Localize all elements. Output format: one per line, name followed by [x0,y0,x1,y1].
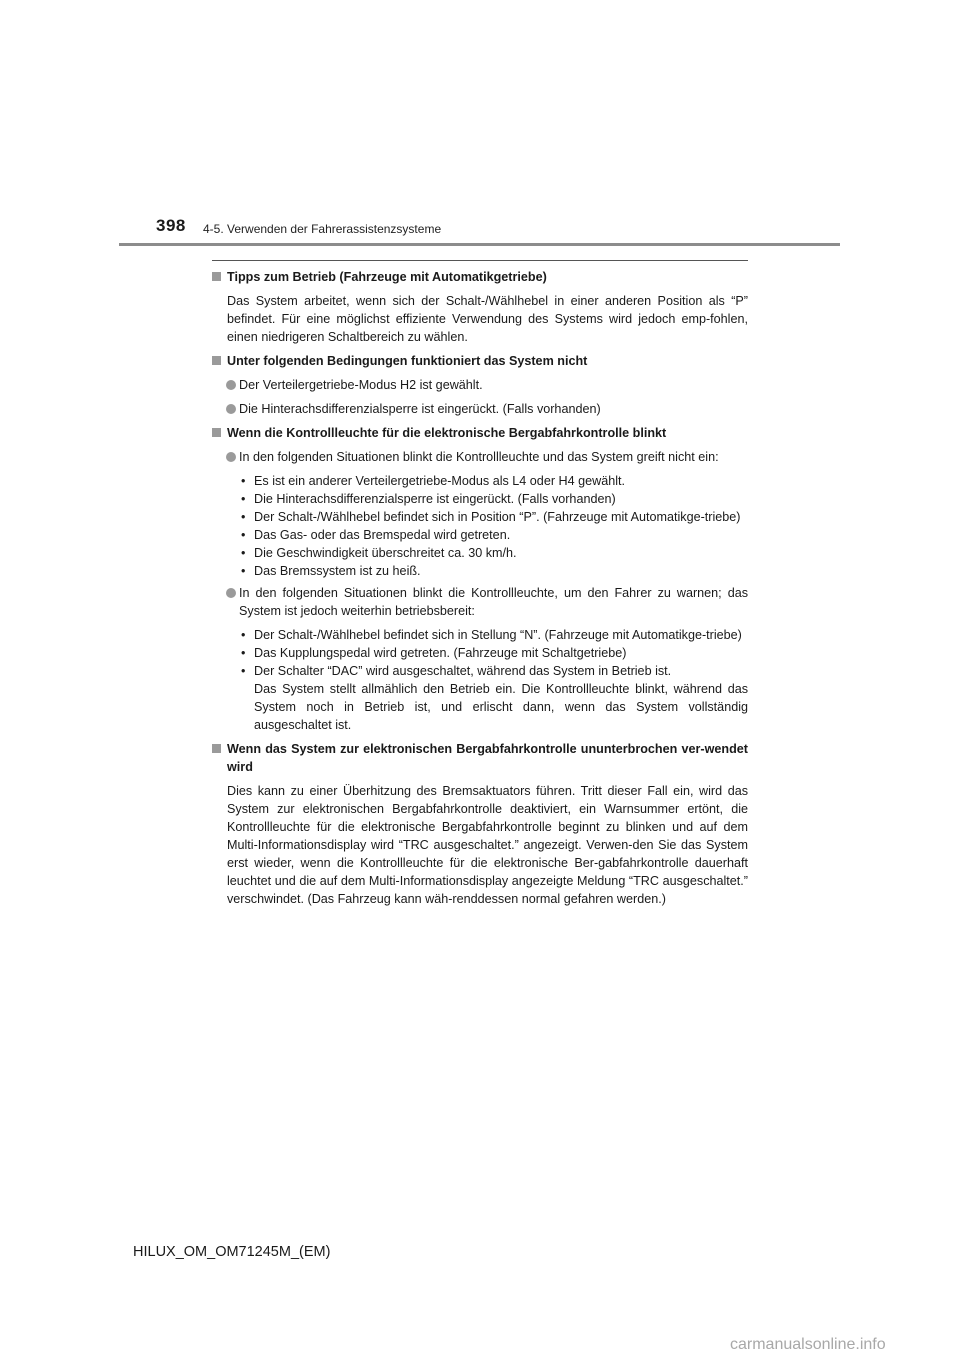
sub-item-text: Es ist ein anderer Verteilergetriebe-Modus als L4 oder H4 gewählt. [254,474,626,488]
dot-marker: • [241,528,246,542]
sub-list-item [239,508,748,526]
heading-text: Wenn die Kontrollleuchte für die elektronische Bergabfahrkontrolle blinkt [227,426,667,440]
dot-marker: • [241,546,246,560]
bullet-item [211,376,748,394]
dot-marker: • [241,510,246,524]
dot-marker: • [241,564,246,578]
sub-item-text: Der Schalt-/Wählhebel befindet sich in Stellung “N”. (Fahrzeuge mit Automatikge-triebe) [254,628,742,642]
sub-item-text: Der Schalt-/Wählhebel befindet sich in Position “P”. (Fahrzeuge mit Automatikge-triebe) [254,510,741,524]
dot-marker: • [241,492,246,506]
square-bullet-icon [212,272,221,281]
section-heading [211,268,748,286]
square-bullet-icon [212,428,221,437]
heading-text: Tipps zum Betrieb (Fahrzeuge mit Automatikgetriebe) [227,270,547,284]
section-heading [211,740,748,776]
content-top-rule [212,260,748,261]
document-code: HILUX_OM_OM71245M_(EM) [133,1244,331,1260]
circle-bullet-icon [226,404,236,414]
heading-text: Wenn das System zur elektronischen Bergabfahrkontrolle ununterbrochen ver-wendet wird [227,742,748,774]
content-area [211,268,748,914]
dot-marker: • [241,646,246,660]
bullet-item [211,584,748,620]
sub-list-item [239,626,748,644]
sub-list-item [239,662,748,734]
circle-bullet-icon [226,588,236,598]
circle-bullet-icon [226,452,236,462]
sub-list [239,626,748,734]
dot-marker: • [241,628,246,642]
sub-item-text: Das Kupplungspedal wird getreten. (Fahrzeuge mit Schaltgetriebe) [254,646,627,660]
sub-list [239,472,748,580]
dot-marker: • [241,664,246,678]
circle-bullet-icon [226,380,236,390]
bullet-text: In den folgenden Situationen blinkt die Kontrollleuchte, um den Fahrer zu warnen; das System ist jedoch weiterhin betriebsbereit: [239,586,748,618]
watermark: carmanualsonline.info [730,1336,886,1353]
section-heading [211,352,748,370]
bullet-text: In den folgenden Situationen blinkt die Kontrollleuchte und das System greift nicht ein: [239,450,719,464]
sub-item-text: Die Hinterachsdifferenzialsperre ist eingerückt. (Falls vorhanden) [254,492,616,506]
sub-list-item [239,472,748,490]
section-title: 4-5. Verwenden der Fahrerassistenzsysteme [203,222,442,236]
bullet-text: Die Hinterachsdifferenzialsperre ist eingerückt. (Falls vorhanden) [239,402,601,416]
bullet-item [211,400,748,418]
page-number: 398 [156,216,186,235]
sub-item-text: Das Gas- oder das Bremspedal wird getreten. [254,528,511,542]
sub-item-text: Der Schalter “DAC” wird ausgeschaltet, während das System in Betrieb ist. [254,664,672,678]
sub-list-item [239,526,748,544]
sub-list-item [239,644,748,662]
paragraph: Dies kann zu einer Überhitzung des Bremsaktuators führen. Tritt dieser Fall ein, wird das System zur elektronischen Bergabfahrkontrolle deaktiviert, ein Warnsummer ertönt, die Kontrollleuchte für die elektronische Bergabfahrkontrolle beginnt zu blinken und auf dem Multi-Informationsdisplay wird “TRC ausgeschaltet.” angezeigt. Verwen-den Sie das System erst wieder, wenn die Kontrollleuchte für die elektronische Ber-gabfahrkontrolle dauerhaft leuchtet und die auf dem Multi-Informationsdisplay angezeigte Meldung “TRC ausgeschaltet.” verschwindet. (Das Fahrzeug kann wäh-renddessen normal gefahren werden.) [227,784,748,906]
heading-text: Unter folgenden Bedingungen funktioniert das System nicht [227,354,588,368]
header-rule [119,243,840,246]
paragraph: Das System arbeitet, wenn sich der Schalt-/Wählhebel in einer anderen Position als “P” befindet. Für eine möglichst effiziente Verwendung des Systems wird jedoch emp-fohlen, einen niedrigeren Schaltbereich zu wählen. [227,294,748,344]
bullet-item [211,448,748,466]
square-bullet-icon [212,744,221,753]
dot-marker: • [241,474,246,488]
sub-item-continuation: Das System stellt allmählich den Betrieb ein. Die Kontrollleuchte blinkt, während das System noch in Betrieb ist, und erlischt dann, wenn das System vollständig ausgeschaltet ist. [254,682,748,732]
sub-item-text: Die Geschwindigkeit überschreitet ca. 30 km/h. [254,546,517,560]
section-heading [211,424,748,442]
bullet-text: Der Verteilergetriebe-Modus H2 ist gewählt. [239,378,483,392]
sub-list-item [239,544,748,562]
square-bullet-icon [212,356,221,365]
sub-item-text: Das Bremssystem ist zu heiß. [254,564,421,578]
sub-list-item [239,490,748,508]
sub-list-item [239,562,748,580]
